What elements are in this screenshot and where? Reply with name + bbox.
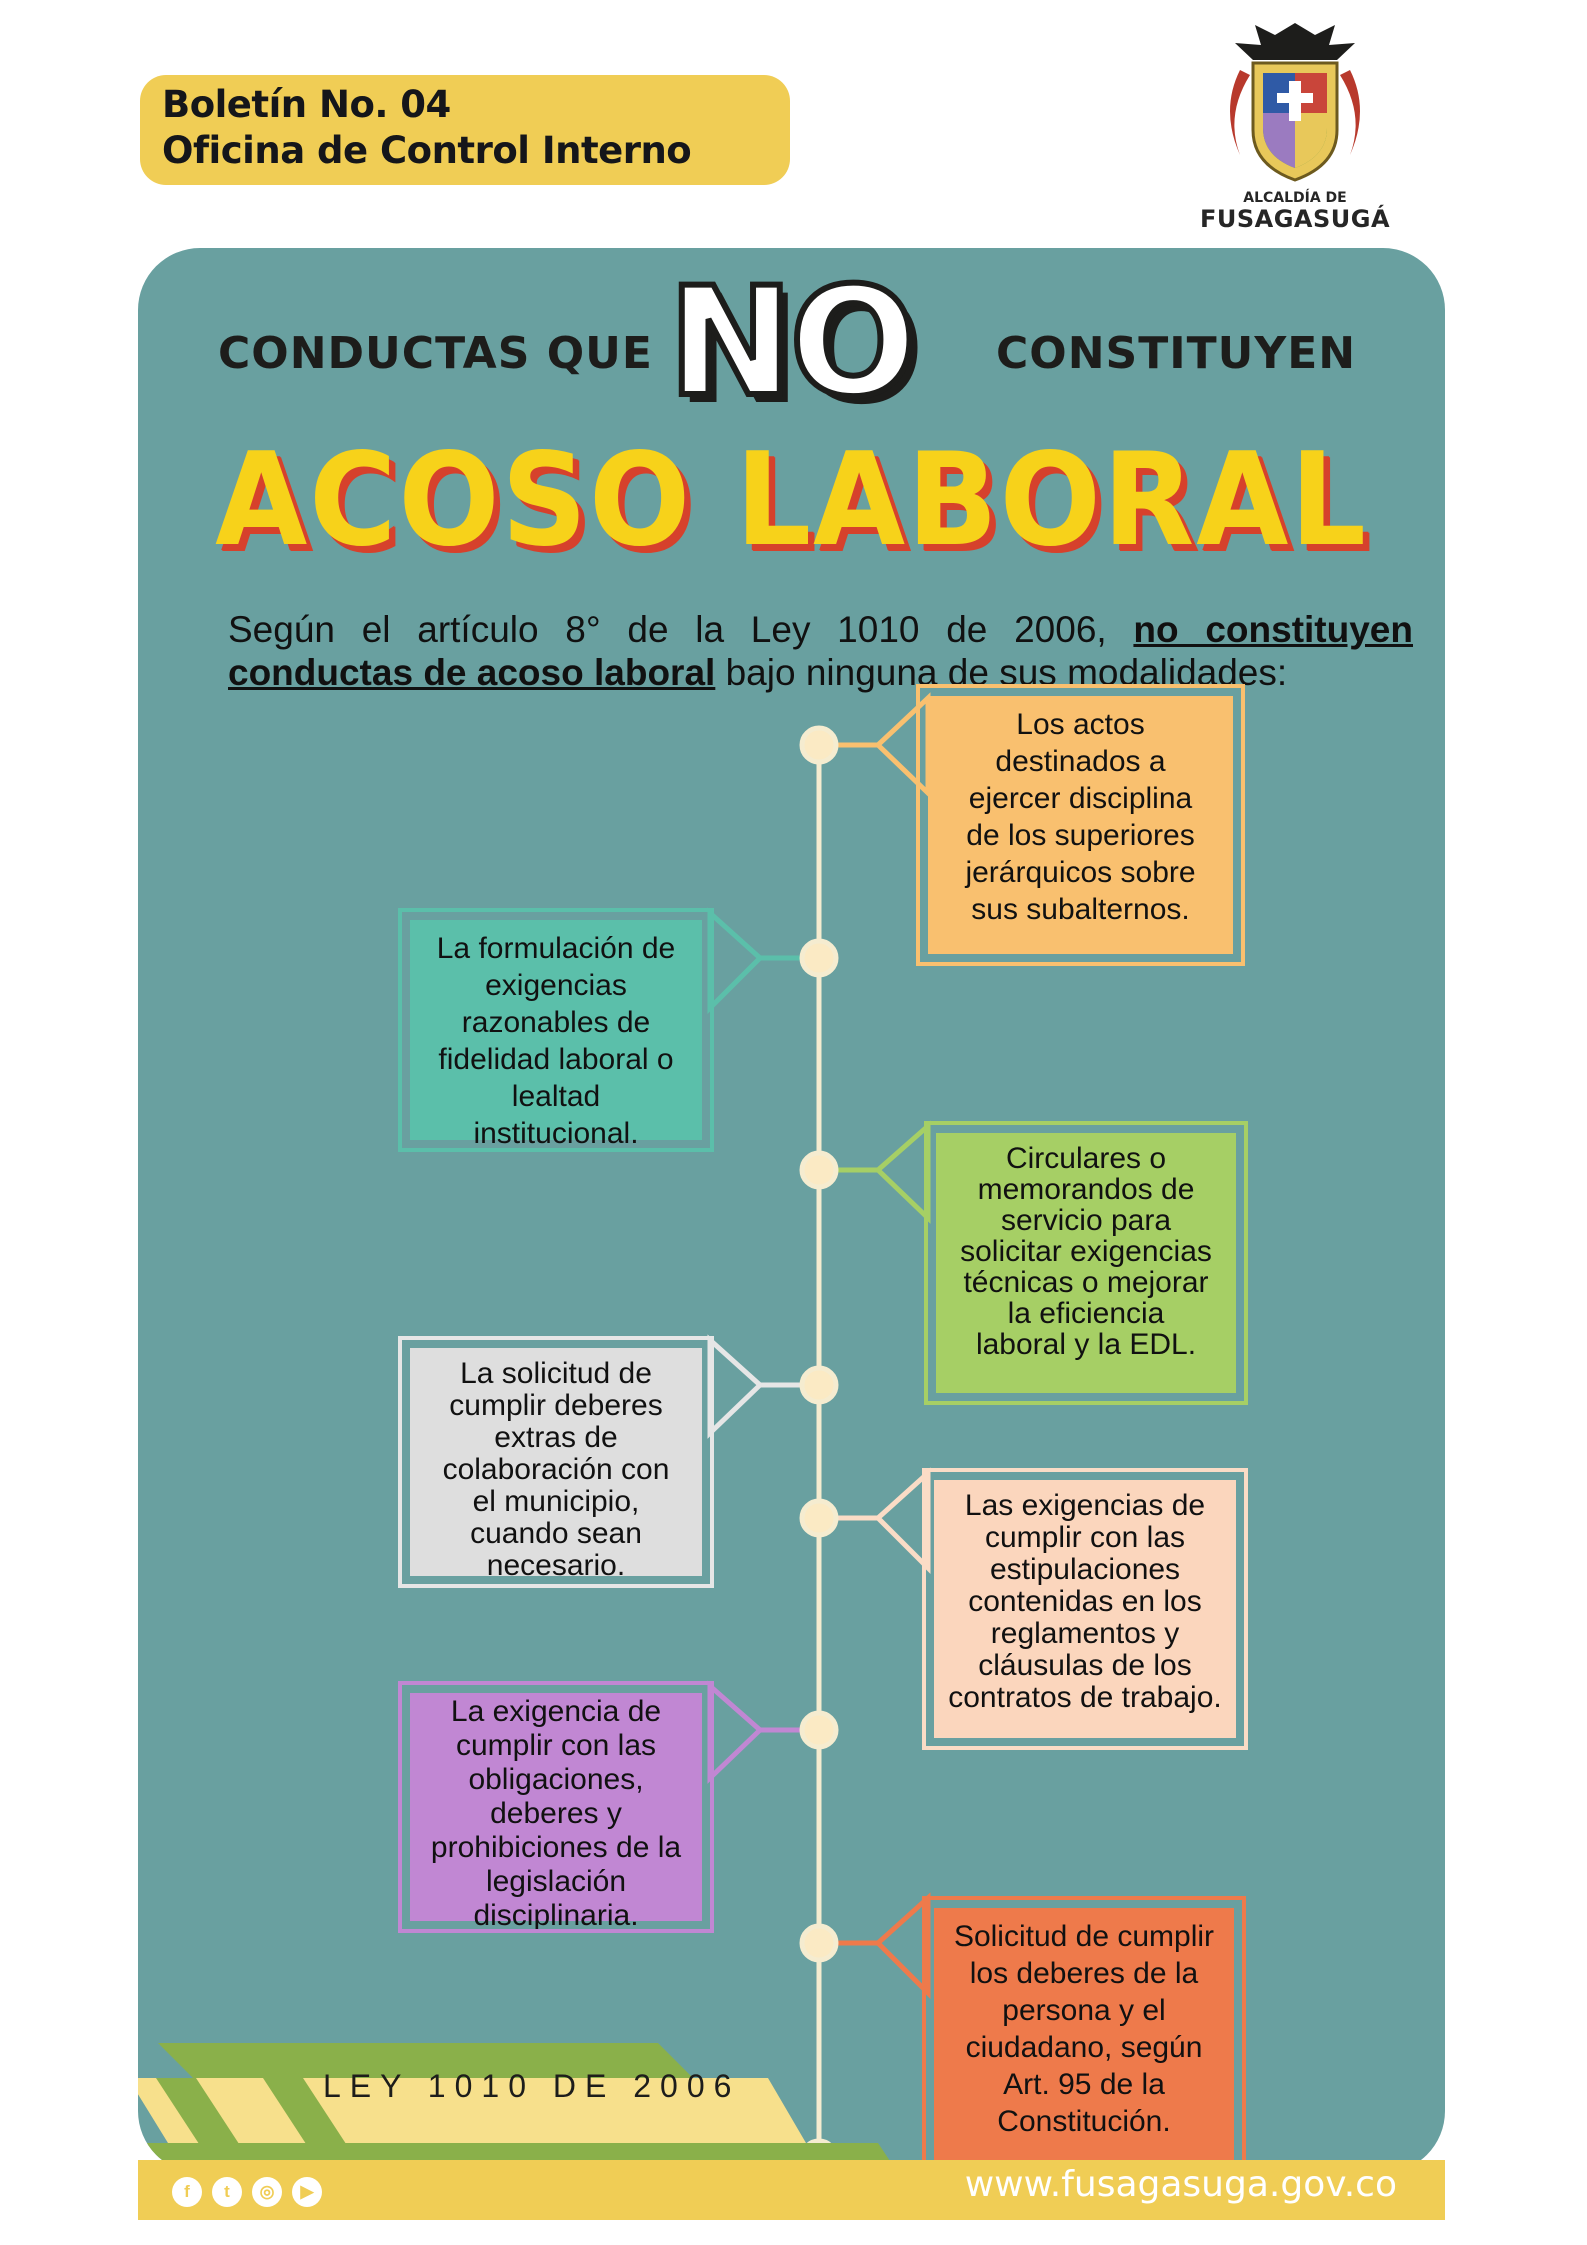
item-5-line: contratos de trabajo. (948, 1681, 1222, 1714)
item-1-line: de los superiores (966, 819, 1195, 852)
item-4-line: necesario. (486, 1549, 626, 1582)
item-7-line: Art. 95 de la (1003, 2068, 1165, 2101)
website-link[interactable]: www.fusagasuga.gov.co (964, 2164, 1397, 2205)
item-7-line: Constitución. (997, 2105, 1171, 2138)
item-6-line: prohibiciones de la (430, 1831, 682, 1864)
item-box-3 (936, 1133, 1236, 1393)
item-3-line: la eficiencia (1007, 1297, 1165, 1330)
item-4-line: extras de (494, 1421, 618, 1454)
item-box-6 (410, 1693, 702, 1932)
title-left: CONDUCTAS QUE (218, 328, 653, 379)
item-7-line: persona y el (1002, 1994, 1166, 2027)
instagram-icon[interactable]: ◎ (252, 2177, 282, 2207)
item-5-line: reglamentos y (990, 1617, 1180, 1650)
item-6-line: obligaciones, (468, 1763, 644, 1796)
item-box-5 (934, 1480, 1236, 1738)
item-5-line: contenidas en los (968, 1585, 1202, 1618)
item-4-line: el municipio, (472, 1485, 640, 1518)
item-3-line: Circulares o (1005, 1142, 1167, 1175)
twitter-icon[interactable]: t (212, 2177, 242, 2207)
item-box-7 (934, 1908, 1234, 2166)
main-panel (138, 248, 1445, 2173)
item-2-line: exigencias (485, 969, 627, 1002)
title-right: CONSTITUYEN (996, 328, 1357, 379)
youtube-icon[interactable]: ▶ (292, 2177, 322, 2207)
item-6-line: cumplir con las (455, 1729, 657, 1762)
item-3-line: laboral y la EDL. (975, 1328, 1197, 1361)
intro-post: bajo ninguna de sus modalidades: (715, 652, 1288, 693)
logo-top-text: ALCALDÍA DE (1243, 190, 1347, 206)
item-6-line: legislación (485, 1865, 627, 1898)
item-1-line: destinados a (995, 745, 1166, 778)
title-main: ACOSO LABORAL (215, 426, 1368, 575)
coat-of-arms-icon (1195, 15, 1395, 190)
item-1-line: sus subalternos. (971, 893, 1190, 926)
item-7-line: los deberes de la (969, 1957, 1199, 1990)
intro-pre: Según el artículo 8° de la Ley 1010 de 2006, (228, 609, 1134, 650)
item-1-line: ejercer disciplina (968, 782, 1193, 815)
logo-city-name: FUSAGASUGÁ (1199, 205, 1391, 233)
item-4-line: cumplir deberes (449, 1389, 663, 1422)
title-no: NO (668, 256, 914, 430)
facebook-icon[interactable]: f (172, 2177, 202, 2207)
item-box-1 (928, 696, 1233, 954)
item-2-line: institucional. (473, 1117, 639, 1150)
law-reference: LEY 1010 DE 2006 (323, 2068, 741, 2104)
item-3-line: solicitar exigencias (960, 1235, 1212, 1268)
item-5-line: cláusulas de los (978, 1649, 1192, 1682)
item-7-line: Solicitud de cumplir (953, 1920, 1215, 1953)
alcaldia-logo (1195, 15, 1395, 235)
item-1-line: jerárquicos sobre (965, 856, 1196, 889)
bulletin-badge (140, 75, 790, 185)
item-3-line: memorandos de (977, 1173, 1195, 1206)
item-2-line: razonables de (461, 1006, 651, 1039)
item-1-line: Los actos (1016, 708, 1145, 741)
office-name: Oficina de Control Interno (162, 129, 692, 172)
item-6-line: disciplinaria. (473, 1899, 639, 1932)
item-2-line: La formulación de (436, 932, 676, 965)
item-4-line: cuando sean (470, 1517, 642, 1550)
timeline-graphic (138, 248, 1445, 2173)
item-2-line: fidelidad laboral o (438, 1043, 674, 1076)
item-5-line: Las exigencias de (964, 1489, 1206, 1522)
intro-bold: no constituyen conductas de acoso laboral (228, 609, 1413, 693)
item-4-line: colaboración con (442, 1453, 670, 1486)
item-6-line: La exigencia de (450, 1695, 662, 1728)
item-5-line: estipulaciones (989, 1553, 1181, 1586)
item-5-line: cumplir con las (984, 1521, 1186, 1554)
bulletin-number: Boletín No. 04 (162, 83, 451, 126)
item-2-line: lealtad (511, 1080, 601, 1113)
item-box-2 (410, 920, 702, 1150)
footer-bar (138, 2160, 1445, 2220)
item-box-4 (410, 1348, 702, 1582)
item-4-line: La solicitud de (460, 1357, 652, 1390)
item-3-line: técnicas o mejorar (963, 1266, 1209, 1299)
item-7-line: ciudadano, según (965, 2031, 1203, 2064)
item-6-line: deberes y (490, 1797, 622, 1830)
item-3-line: servicio para (1000, 1204, 1172, 1237)
